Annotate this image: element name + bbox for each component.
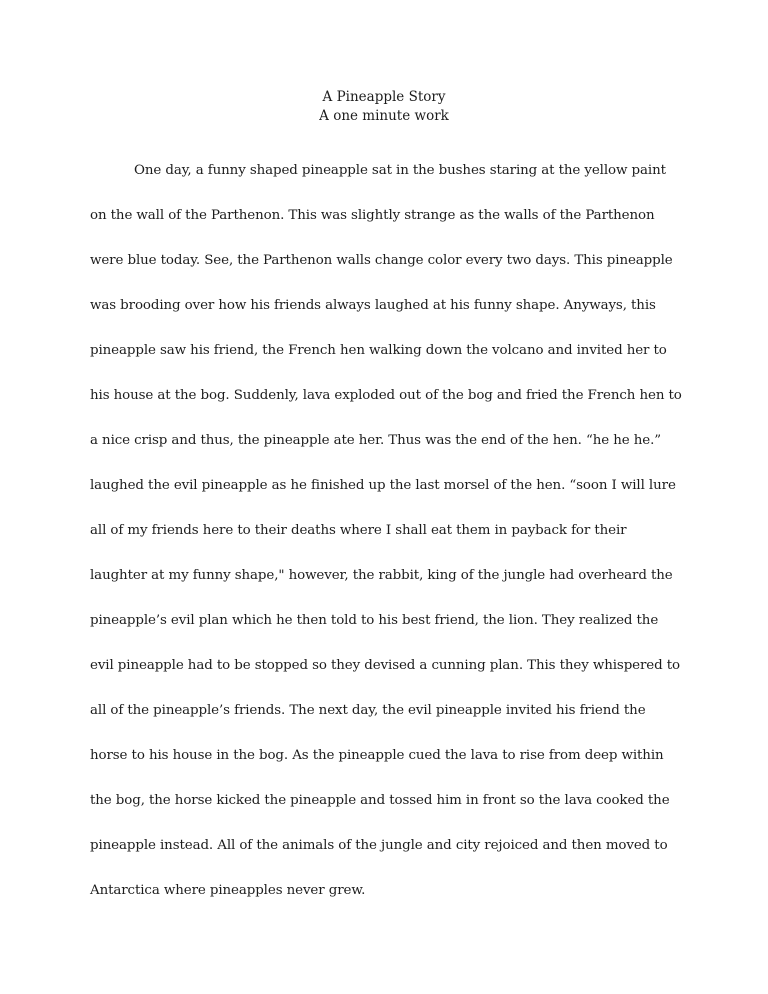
text-line: pineapple’s evil plan which he then told to his best friend, the lion. They realized the [90, 613, 659, 628]
text-line: his house at the bog. Suddenly, lava exploded out of the bog and fried the French hen to [90, 388, 682, 403]
text-line: laughed the evil pineapple as he finished up the last morsel of the hen. “soon I will lure [90, 478, 676, 493]
text-line: pineapple saw his friend, the French hen walking down the volcano and invited her to [90, 343, 667, 358]
text-line: was brooding over how his friends always laughed at his funny shape. Anyways, this [90, 298, 656, 313]
document-title: A Pineapple Story [322, 89, 446, 105]
text-line: were blue today. See, the Parthenon walls change color every two days. This pineapple [90, 253, 673, 268]
text-line: all of my friends here to their deaths where I shall eat them in payback for their [90, 523, 627, 538]
text-line: the bog, the horse kicked the pineapple and tossed him in front so the lava cooked the [90, 793, 670, 808]
text-line: all of the pineapple’s friends. The next day, the evil pineapple invited his friend the [90, 703, 646, 718]
text-line: a nice crisp and thus, the pineapple ate her. Thus was the end of the hen. “he he he.” [90, 433, 661, 448]
text-line: laughter at my funny shape," however, the rabbit, king of the jungle had overheard the [90, 568, 673, 583]
text-line: horse to his house in the bog. As the pineapple cued the lava to rise from deep within [90, 748, 664, 763]
text-line: on the wall of the Parthenon. This was slightly strange as the walls of the Parthenon [90, 208, 655, 223]
text-line: One day, a funny shaped pineapple sat in the bushes staring at the yellow paint [134, 163, 666, 178]
document-subtitle: A one minute work [319, 108, 449, 124]
text-line: pineapple instead. All of the animals of the jungle and city rejoiced and then moved to [90, 838, 668, 853]
text-line: Antarctica where pineapples never grew. [90, 883, 366, 898]
title-block [0, 88, 768, 126]
text-line: evil pineapple had to be stopped so they devised a cunning plan. This they whispered to [90, 658, 680, 673]
